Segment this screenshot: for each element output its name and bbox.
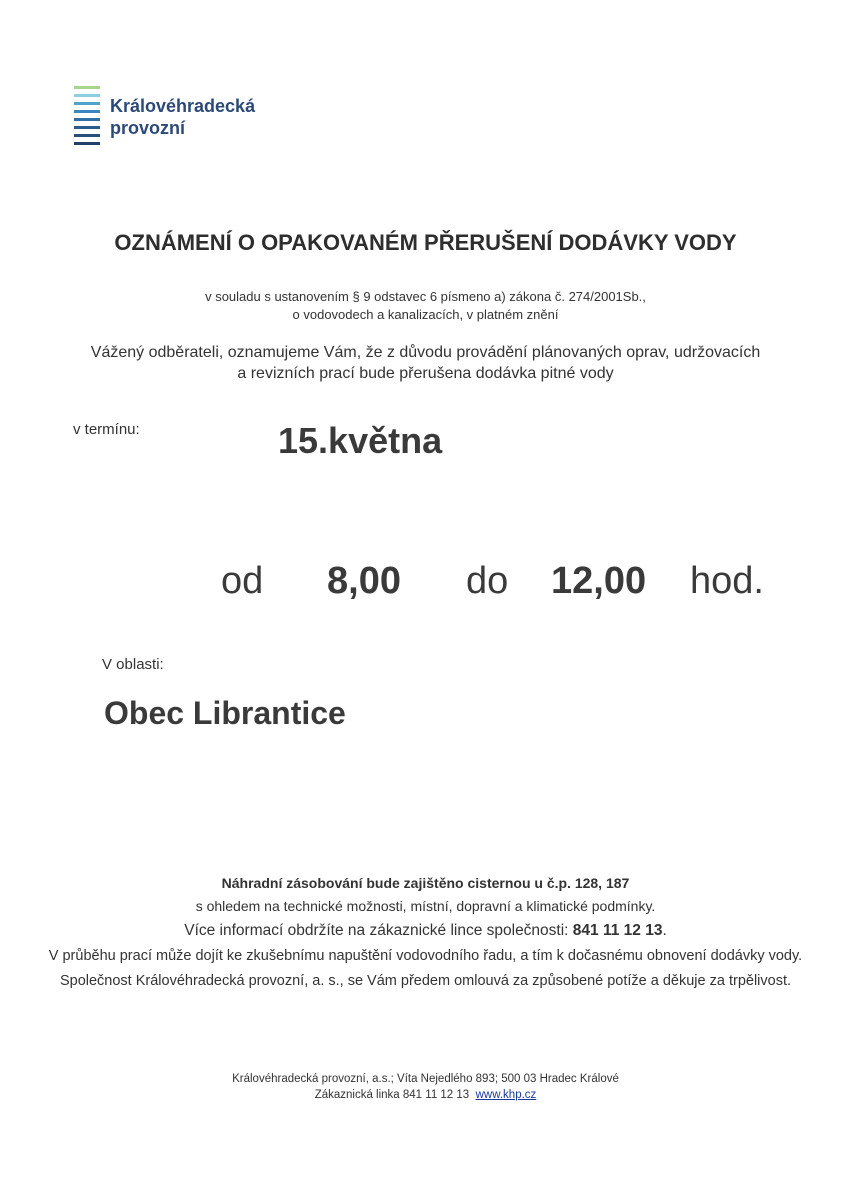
logo-bar xyxy=(74,102,100,105)
time-to-word: do xyxy=(466,560,509,602)
footer-website-link[interactable]: www.khp.cz xyxy=(475,1089,537,1101)
footer xyxy=(100,1071,751,1103)
apology-note: Společnost Královéhradecká provozní, a. s., se Vám předem omlouvá za způsobené potíže a děkuje za trpělivost. xyxy=(59,973,792,989)
trial-filling-note: V průběhu prací může dojít ke zkušebnímu napuštění vodovodního řadu, a tím k dočasnému obnovení dodávky vody. xyxy=(48,948,803,964)
info-prefix: Více informací obdržíte na zákaznické lince společnosti: xyxy=(184,922,573,939)
info-phone: 841 11 12 13 xyxy=(572,922,663,939)
logo-bar xyxy=(74,118,100,121)
time-from: 8,00 xyxy=(327,560,401,602)
logo-bar xyxy=(74,86,100,89)
footer-hotline: Zákaznická linka 841 11 12 13 xyxy=(314,1089,470,1101)
time-unit: hod. xyxy=(690,560,764,602)
time-to: 12,00 xyxy=(551,560,647,602)
replacement-supply-note: Náhradní zásobování bude zajištěno cisternou u č.p. 128, 187 xyxy=(221,875,630,891)
logo-bar xyxy=(74,142,100,145)
logo-bar xyxy=(74,94,100,97)
intro-line-1: Vážený odběrateli, oznamujeme Vám, že z důvodu provádění plánovaných oprav, udržovacích xyxy=(90,344,761,361)
logo-bar xyxy=(74,134,100,137)
logo-line-2: provozní xyxy=(110,118,185,138)
area-label: V oblasti: xyxy=(102,656,164,673)
conditions-note: s ohledem na technické možnosti, místní, dopravní a klimatické podmínky. xyxy=(195,898,656,914)
term-date: 15.května xyxy=(278,420,443,461)
area-name: Obec Librantice xyxy=(104,695,346,731)
notes-section xyxy=(40,873,811,991)
info-note xyxy=(40,920,811,942)
term-label: v termínu: xyxy=(73,421,140,438)
logo-line-1: Královéhradecká xyxy=(110,96,256,116)
logo-bars-icon xyxy=(74,86,100,150)
legal-reference xyxy=(60,288,791,324)
info-suffix: . xyxy=(662,922,667,939)
intro-line-2: a revizních prací bude přerušena dodávka pitné vody xyxy=(237,365,614,382)
logo-bar xyxy=(74,126,100,129)
logo-bar xyxy=(74,110,100,113)
footer-address: Královéhradecká provozní, a.s.; Víta Nejedlého 893; 500 03 Hradec Králové xyxy=(232,1073,619,1085)
notice-title: OZNÁMENÍ O OPAKOVANÉM PŘERUŠENÍ DODÁVKY VODY xyxy=(114,230,737,255)
time-from-word: od xyxy=(221,560,264,602)
logo-text xyxy=(110,95,255,139)
legal-reference-line-1: v souladu s ustanovením § 9 odstavec 6 písmeno a) zákona č. 274/2001Sb., xyxy=(205,289,646,304)
company-logo xyxy=(74,86,294,152)
intro-text xyxy=(30,342,821,384)
footer-contact xyxy=(100,1087,751,1103)
legal-reference-line-2: o vodovodech a kanalizacích, v platném znění xyxy=(292,307,559,322)
